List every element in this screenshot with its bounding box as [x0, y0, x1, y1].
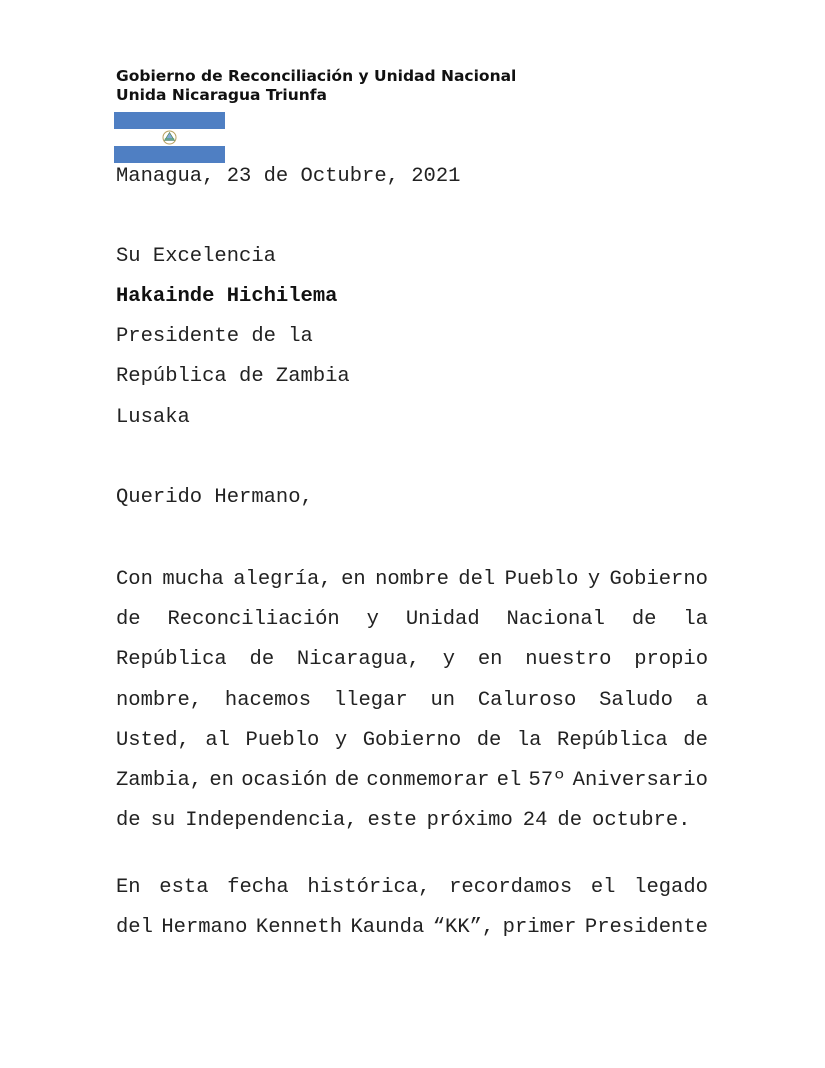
- word: Hermano: [161, 916, 248, 940]
- word: En: [116, 876, 141, 899]
- nicaragua-flag-icon: [114, 112, 225, 163]
- letter-date: Managua, 23 de Octubre, 2021: [116, 165, 461, 188]
- word: la: [516, 728, 542, 752]
- letterhead-line-government: Gobierno de Reconciliación y Unidad Nacional: [116, 67, 517, 85]
- recipient-name: Hakainde Hichilema: [116, 285, 338, 308]
- word: de: [476, 728, 502, 752]
- word: y: [334, 728, 348, 752]
- word: de: [683, 728, 708, 752]
- word: la: [683, 608, 708, 632]
- word: Saludo: [599, 688, 673, 712]
- recipient-city: Lusaka: [116, 406, 190, 429]
- coat-of-arms-icon: [163, 131, 176, 144]
- paragraph-line: [116, 801, 708, 841]
- word: Presidente: [584, 916, 708, 940]
- body-paragraph-1: [116, 560, 708, 841]
- recipient-title-line-2: República de Zambia: [116, 365, 350, 388]
- word: el: [590, 876, 616, 899]
- word: octubre.: [592, 809, 691, 833]
- paragraph-line: [116, 560, 708, 600]
- word: conmemorar: [366, 768, 490, 792]
- paragraph-line: [116, 908, 708, 948]
- word: República: [116, 648, 227, 672]
- letterhead: [116, 67, 516, 105]
- word: esta: [159, 876, 209, 899]
- word: y: [587, 568, 601, 591]
- body-paragraph-2: [116, 868, 708, 948]
- letterhead-line-slogan: Unida Nicaragua Triunfa: [116, 86, 328, 104]
- word: Nacional: [506, 608, 605, 632]
- word: Kaunda: [350, 916, 425, 940]
- word: 24: [522, 809, 548, 833]
- word: hacemos: [224, 688, 312, 712]
- word: nombre,: [116, 688, 203, 712]
- word: del: [116, 916, 153, 940]
- word: del: [458, 568, 496, 591]
- word: y: [366, 608, 379, 632]
- word: Aniversario: [572, 768, 708, 792]
- word: llegar: [333, 688, 408, 712]
- word: fecha: [227, 876, 289, 899]
- word: ocasión: [241, 768, 328, 792]
- word: al: [205, 728, 230, 752]
- word: el: [496, 768, 522, 792]
- word: de: [557, 809, 583, 833]
- word: Pueblo: [504, 568, 579, 591]
- word: Unidad: [405, 608, 480, 632]
- greeting: Querido Hermano,: [116, 486, 313, 509]
- word: Reconciliación: [167, 608, 340, 632]
- word: en: [209, 768, 234, 792]
- word: nombre: [375, 568, 449, 591]
- word: propio: [634, 648, 708, 672]
- paragraph-line: [116, 761, 708, 801]
- word: alegría,: [233, 568, 332, 591]
- word: Nicaragua,: [296, 648, 420, 672]
- word: Zambia,: [116, 768, 203, 792]
- recipient-title-line-1: Presidente de la: [116, 325, 313, 348]
- word: Gobierno: [609, 568, 708, 591]
- word: Independencia,: [185, 809, 358, 833]
- word: en: [477, 648, 503, 672]
- word: de: [116, 608, 141, 632]
- word: próximo: [426, 809, 513, 833]
- paragraph-line: [116, 868, 708, 908]
- paragraph-line: [116, 721, 708, 761]
- word: de: [116, 809, 141, 833]
- word: nuestro: [525, 648, 612, 672]
- word: Pueblo: [245, 728, 320, 752]
- word: Kenneth: [255, 916, 343, 940]
- word: de: [334, 768, 360, 792]
- word: y: [442, 648, 456, 672]
- word: primer: [502, 916, 577, 940]
- word: 57º: [528, 768, 566, 792]
- word: este: [367, 809, 417, 833]
- word: Caluroso: [477, 688, 577, 712]
- flag-top-stripe: [114, 112, 225, 129]
- word: en: [341, 568, 366, 591]
- salutation-title: Su Excelencia: [116, 245, 276, 268]
- word: de: [631, 608, 657, 632]
- word: histórica,: [307, 876, 431, 899]
- word: a: [695, 688, 708, 712]
- word: Usted,: [116, 728, 190, 752]
- word: mucha: [162, 568, 224, 591]
- flag-bottom-stripe: [114, 146, 225, 163]
- paragraph-line: [116, 600, 708, 640]
- word: un: [430, 688, 456, 712]
- word: “KK”,: [432, 916, 495, 940]
- word: recordamos: [449, 876, 573, 899]
- word: legado: [634, 876, 708, 899]
- word: de: [249, 648, 275, 672]
- word: Gobierno: [362, 728, 462, 752]
- paragraph-line: [116, 640, 708, 680]
- word: su: [150, 809, 176, 833]
- word: República: [557, 728, 668, 752]
- word: Con: [116, 568, 153, 591]
- paragraph-line: [116, 681, 708, 721]
